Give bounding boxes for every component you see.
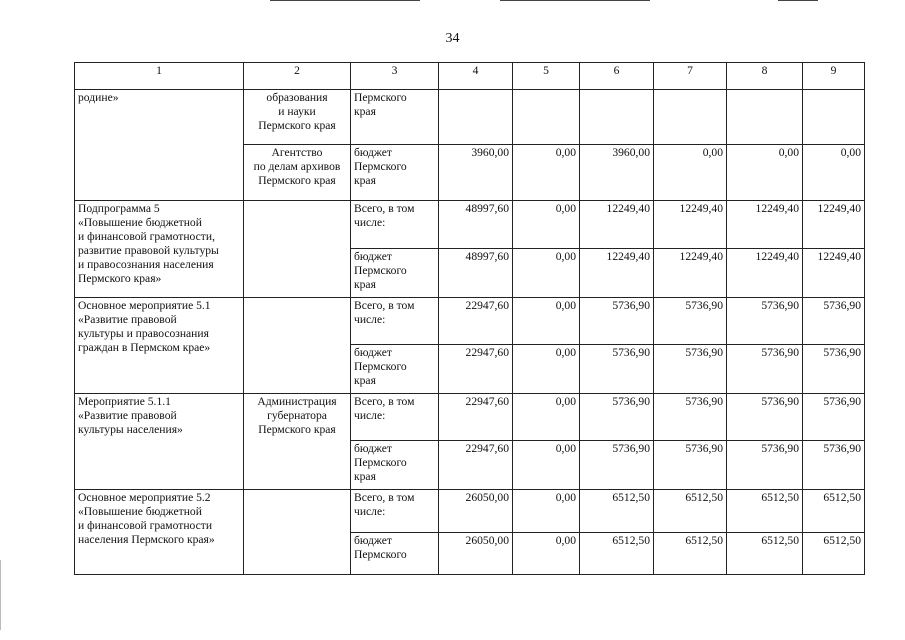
margin-mark [0,560,1,630]
amount-cell: 6512,50 [580,490,654,533]
amount-cell: 6512,50 [580,533,654,575]
funding-source-cell: Пермского края [351,90,439,145]
column-number: 7 [654,63,727,90]
amount-cell: 5736,90 [580,298,654,345]
measure-name-cell: родине» [75,90,244,201]
column-number: 8 [727,63,803,90]
amount-cell: 12249,40 [727,201,803,249]
amount-cell: 5736,90 [727,394,803,441]
table-row [75,201,865,249]
column-number-row [75,63,865,90]
amount-cell: 0,00 [513,298,580,345]
top-rule-right [778,0,818,1]
amount-cell: 12249,40 [654,201,727,249]
column-number: 4 [439,63,513,90]
column-number: 2 [244,63,351,90]
amount-cell: 6512,50 [654,490,727,533]
amount-cell: 12249,40 [803,201,865,249]
amount-cell: 48997,60 [439,249,513,298]
amount-cell: 12249,40 [580,201,654,249]
funding-source-cell: бюджет Пермского [351,533,439,575]
amount-cell: 12249,40 [580,249,654,298]
amount-cell: 5736,90 [727,441,803,490]
column-number: 5 [513,63,580,90]
amount-cell [803,90,865,145]
amount-cell: 0,00 [803,145,865,201]
funding-source-cell: Всего, в том числе: [351,201,439,249]
measure-name-cell: Мероприятие 5.1.1 «Развитие правовой культуры населения» [75,394,244,490]
amount-cell: 5736,90 [727,298,803,345]
measure-name-cell: Подпрограмма 5 «Повышение бюджетной и финансовой грамотности, развитие правовой культуры и правосознания населения Пермского края» [75,201,244,298]
amount-cell: 5736,90 [727,345,803,394]
funding-source-cell: Всего, в том числе: [351,298,439,345]
amount-cell: 0,00 [513,394,580,441]
funding-source-cell: Всего, в том числе: [351,490,439,533]
top-rule-left [270,0,420,1]
amount-cell [727,90,803,145]
amount-cell: 0,00 [513,345,580,394]
amount-cell: 5736,90 [654,345,727,394]
amount-cell: 0,00 [513,201,580,249]
amount-cell: 6512,50 [727,490,803,533]
responsible-org-cell [244,201,351,298]
amount-cell: 5736,90 [580,345,654,394]
amount-cell: 5736,90 [654,394,727,441]
amount-cell: 5736,90 [654,298,727,345]
amount-cell: 0,00 [727,145,803,201]
amount-cell: 0,00 [513,441,580,490]
column-number: 3 [351,63,439,90]
amount-cell: 5736,90 [803,298,865,345]
responsible-org-cell [244,298,351,394]
column-number: 6 [580,63,654,90]
amount-cell: 12249,40 [654,249,727,298]
amount-cell: 6512,50 [727,533,803,575]
amount-cell: 22947,60 [439,298,513,345]
top-rule-middle [500,0,650,1]
amount-cell: 5736,90 [803,441,865,490]
amount-cell: 0,00 [513,490,580,533]
amount-cell: 0,00 [513,145,580,201]
amount-cell: 22947,60 [439,345,513,394]
amount-cell: 3960,00 [439,145,513,201]
table-row [75,394,865,441]
amount-cell: 5736,90 [803,345,865,394]
amount-cell: 5736,90 [580,394,654,441]
amount-cell: 5736,90 [580,441,654,490]
funding-source-cell: бюджет Пермского края [351,249,439,298]
amount-cell: 5736,90 [654,441,727,490]
amount-cell: 12249,40 [727,249,803,298]
amount-cell: 6512,50 [803,533,865,575]
funding-source-cell: бюджет Пермского края [351,145,439,201]
measure-name-cell: Основное мероприятие 5.2 «Повышение бюджетной и финансовой грамотности населения Пермского края» [75,490,244,575]
amount-cell [439,90,513,145]
budget-table [74,62,865,575]
responsible-org-cell: Администрация губернатора Пермского края [244,394,351,490]
amount-cell: 6512,50 [654,533,727,575]
responsible-org-cell: образования и науки Пермского края [244,90,351,145]
amount-cell: 0,00 [513,533,580,575]
funding-source-cell: бюджет Пермского края [351,345,439,394]
amount-cell [654,90,727,145]
amount-cell: 3960,00 [580,145,654,201]
measure-name-cell: Основное мероприятие 5.1 «Развитие правовой культуры и правосознания граждан в Пермском крае» [75,298,244,394]
amount-cell: 26050,00 [439,533,513,575]
table-row [75,90,865,145]
funding-source-cell: Всего, в том числе: [351,394,439,441]
amount-cell: 0,00 [513,249,580,298]
amount-cell: 0,00 [654,145,727,201]
amount-cell [513,90,580,145]
page-number: 34 [445,31,460,46]
table-row [75,490,865,533]
amount-cell: 48997,60 [439,201,513,249]
table-row [75,298,865,345]
funding-source-cell: бюджет Пермского края [351,441,439,490]
amount-cell: 6512,50 [803,490,865,533]
column-number: 9 [803,63,865,90]
responsible-org-cell: Агентство по делам архивов Пермского края [244,145,351,201]
amount-cell: 12249,40 [803,249,865,298]
amount-cell: 22947,60 [439,394,513,441]
responsible-org-cell [244,490,351,575]
column-number: 1 [75,63,244,90]
amount-cell: 5736,90 [803,394,865,441]
amount-cell [580,90,654,145]
amount-cell: 22947,60 [439,441,513,490]
amount-cell: 26050,00 [439,490,513,533]
